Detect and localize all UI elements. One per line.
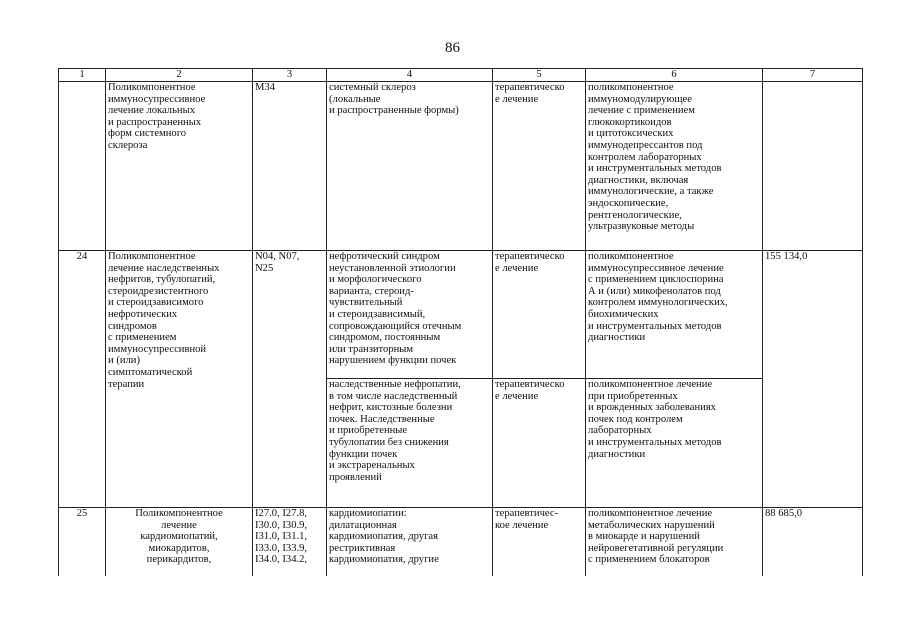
- treatment-method: поликомпонентное лечение метаболических нарушений в миокарде и нарушений нейровегетативной регуляции с применением блокаторов: [586, 508, 763, 576]
- treatment-type: терапевтичес- кое лечение: [493, 508, 586, 576]
- treatment-type: терапевтическо е лечение: [493, 251, 586, 379]
- header-cell: 5: [493, 69, 586, 82]
- cost-norm: 155 134,0: [763, 251, 863, 508]
- cost-norm: 88 685,0: [763, 508, 863, 576]
- patient-model: наследственные нефропатии, в том числе наследственный нефрит, кистозные болезни почек. Наследственные и приобретенные тубулопатии без снижения функции почек и экстраренальных проявлений: [327, 379, 493, 508]
- table-row: [59, 251, 863, 379]
- header-cell: 4: [327, 69, 493, 82]
- medical-care-table: [58, 68, 863, 576]
- patient-model: кардиомиопатии: дилатационная кардиомиопатия, другая рестриктивная кардиомиопатия, другие: [327, 508, 493, 576]
- patient-model: системный склероз (локальные и распространенные формы): [327, 82, 493, 251]
- icd-codes: M34: [253, 82, 327, 251]
- treatment-name: Поликомпонентное лечение наследственных нефритов, тубулопатий, стероидрезистентного и стероидзависимого нефротических синдромов с применением иммуносупрессивной и (или) симптоматической терапии: [106, 251, 253, 508]
- header-cell: 1: [59, 69, 106, 82]
- row-number: 24: [59, 251, 106, 508]
- header-cell: 7: [763, 69, 863, 82]
- table-row: [59, 508, 863, 576]
- page-number: 86: [445, 40, 460, 56]
- patient-model: нефротический синдром неустановленной этиологии и морфологического варианта, стероид- чувствительный и стероидзависимый, сопровождающийся отечным синдромом, постоянным или транзиторным нарушением функции почек: [327, 251, 493, 379]
- treatment-method: поликомпонентное иммуномодулирующее лечение с применением глюкокортикоидов и цитотоксических иммунодепрессантов под контролем лабораторных и инструментальных методов диагностики, включая иммунологические, а также эндоскопические, рентгенологические, ультразвуковые методы: [586, 82, 763, 251]
- icd-codes: I27.0, I27.8, I30.0, I30.9, I31.0, I31.1, I33.0, I33.9, I34.0, I34.2,: [253, 508, 327, 576]
- icd-codes: N04, N07, N25: [253, 251, 327, 508]
- treatment-name: Поликомпонентное иммуносупрессивное лечение локальных и распространенных форм системного склероза: [106, 82, 253, 251]
- treatment-method: поликомпонентное иммуносупрессивное лечение с применением циклоспорина А и (или) микофенолатов под контролем иммунологических, биохимических и инструментальных методов диагностики: [586, 251, 763, 379]
- header-cell: 6: [586, 69, 763, 82]
- table-row: [59, 82, 863, 251]
- cost-norm: [763, 82, 863, 251]
- row-number: [59, 82, 106, 251]
- header-cell: 3: [253, 69, 327, 82]
- treatment-method: поликомпонентное лечение при приобретенных и врожденных заболеваниях почек под контролем лабораторных и инструментальных методов диагностики: [586, 379, 763, 508]
- treatment-type: терапевтическо е лечение: [493, 379, 586, 508]
- treatment-name: Поликомпонентное лечение кардиомиопатий, миокардитов, перикардитов,: [106, 508, 253, 576]
- header-row: [59, 69, 863, 82]
- row-number: 25: [59, 508, 106, 576]
- header-cell: 2: [106, 69, 253, 82]
- treatment-type: терапевтическо е лечение: [493, 82, 586, 251]
